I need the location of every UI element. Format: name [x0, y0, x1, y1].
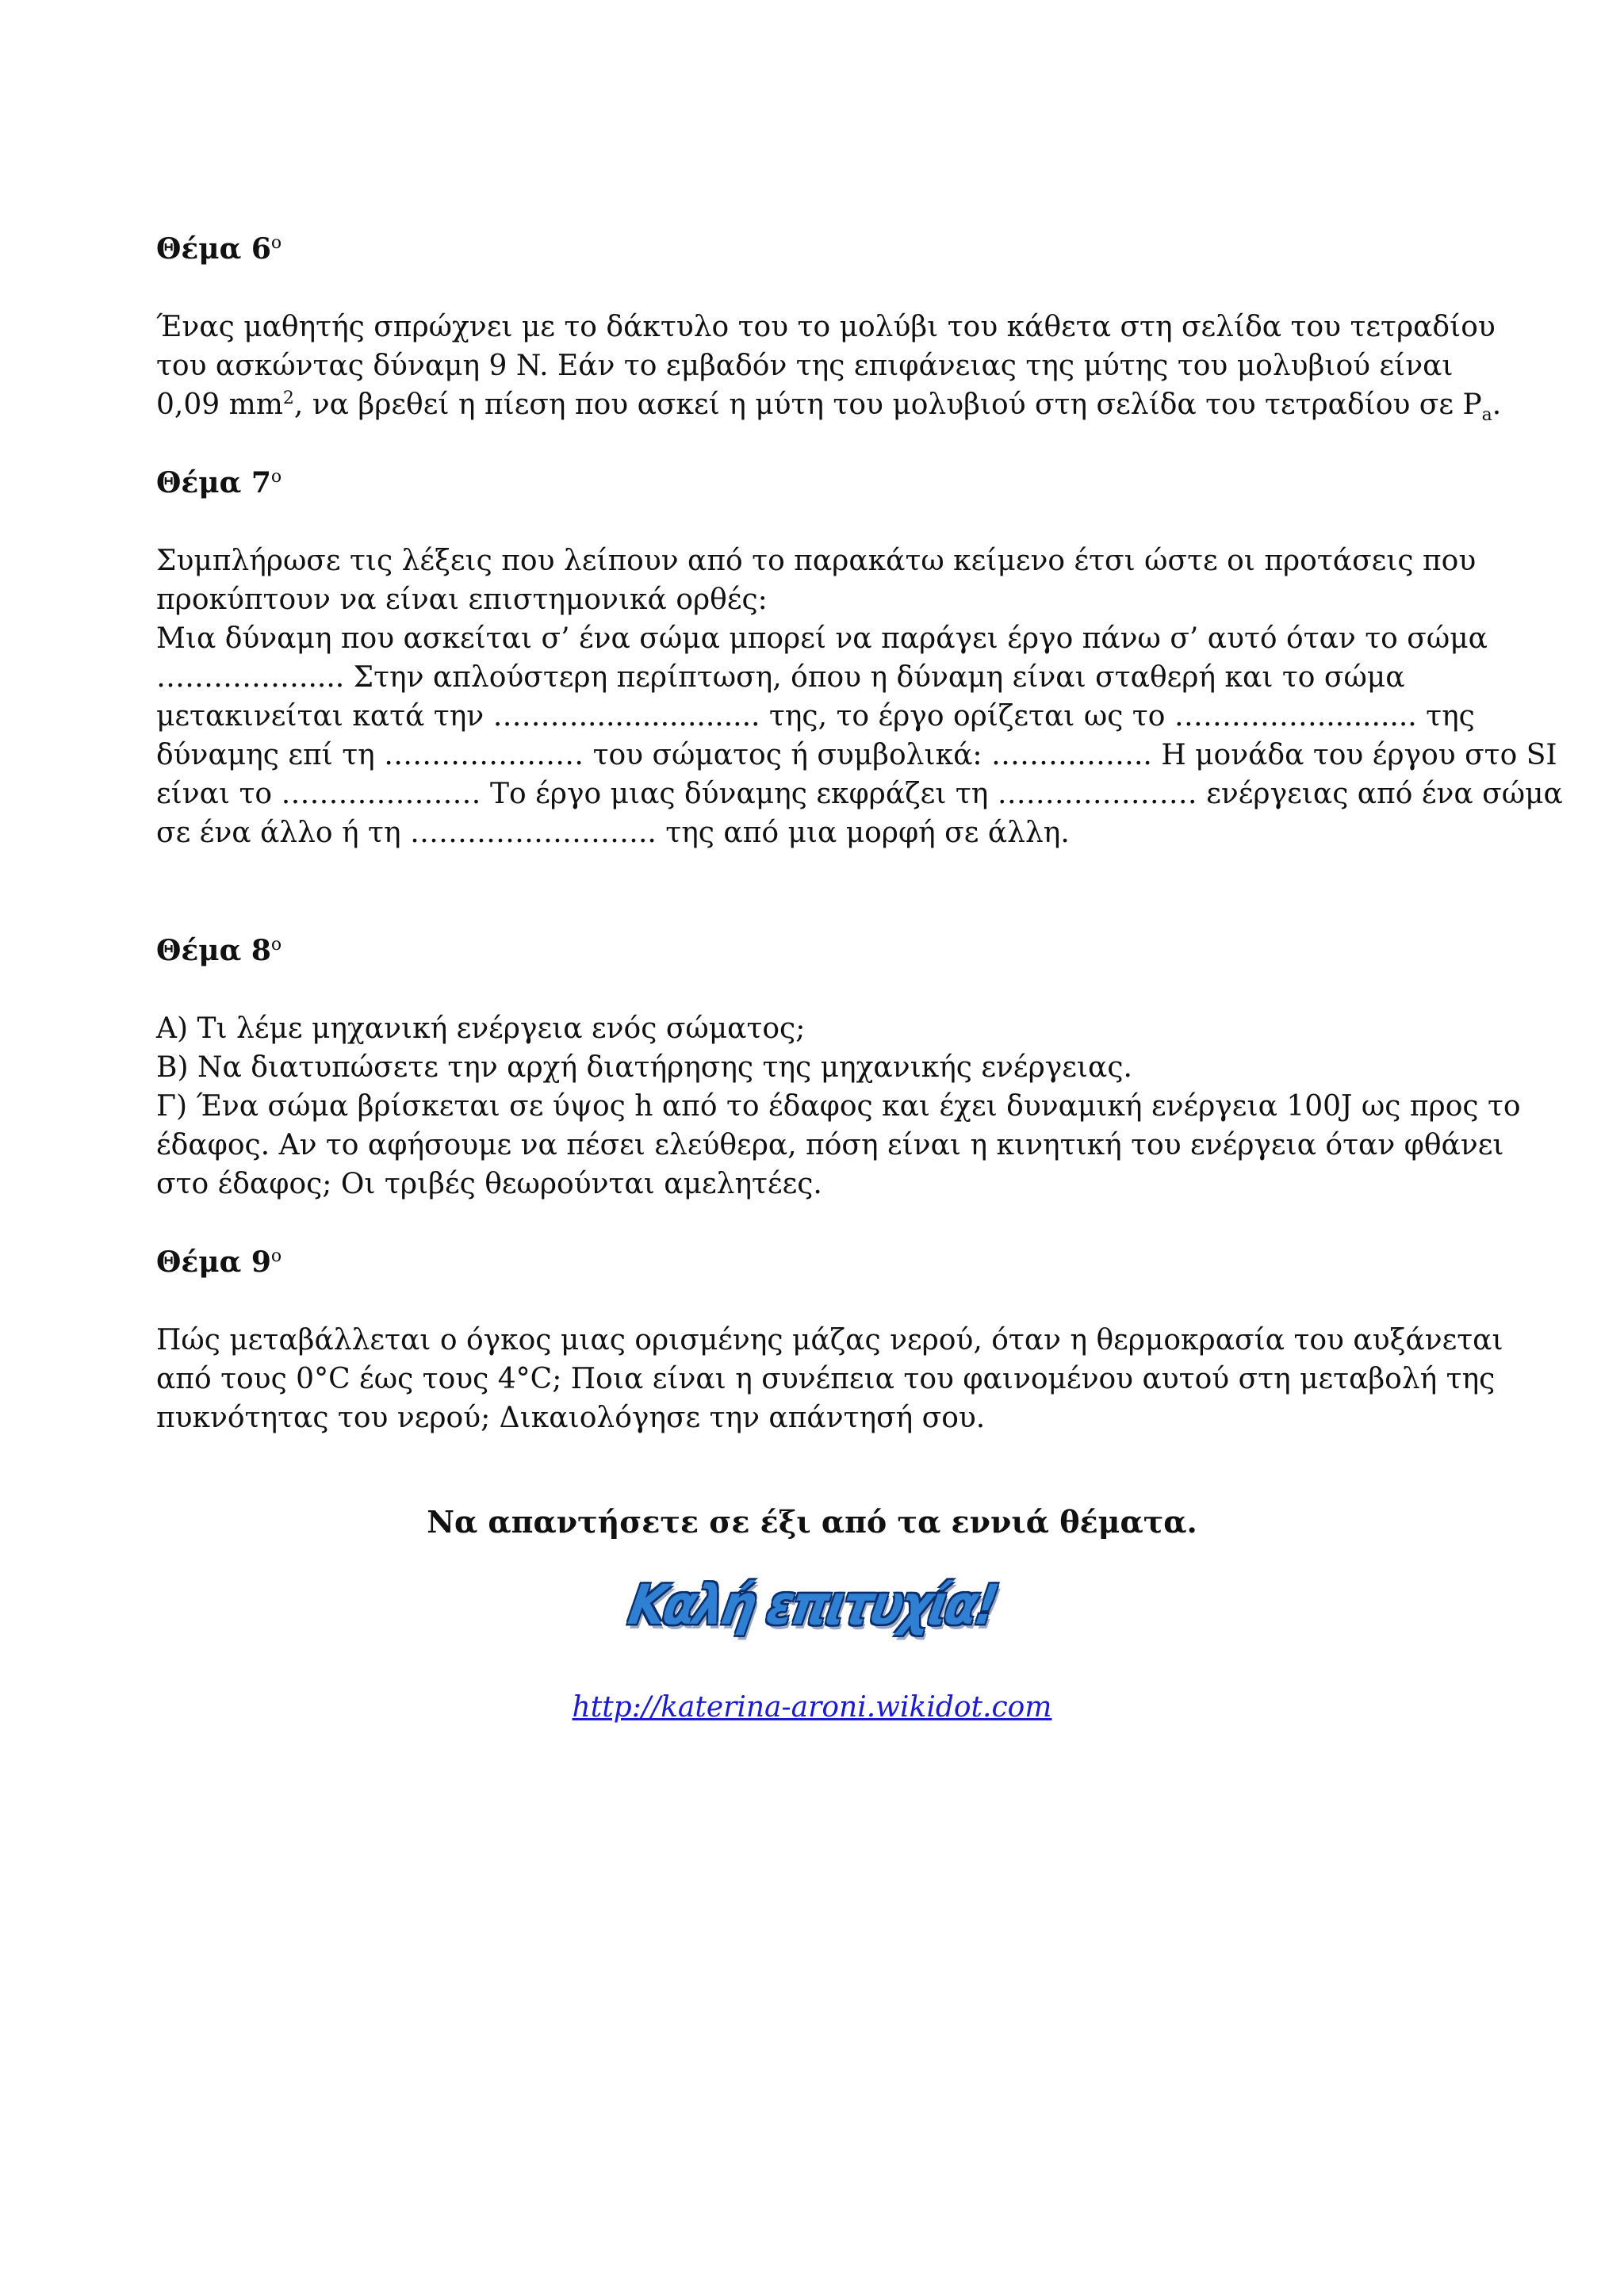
website-link[interactable]: http://katerina-aroni.wikidot.com [572, 1691, 1052, 1724]
topic-8-title: Θέμα $8^o$ [156, 934, 282, 967]
topic-8-body: Α) Τι λέμε μηχανική ενέργεια ενός σώματος; Β) Να διατυπώσετε την αρχή διατήρησης της μηχανικής ενέργειας. Γ) Ένα σώμα βρίσκεται σε ύψος h από το έδαφος και έχει δυναμική ενέργεια 100J ως προς το έδαφος. Αν το αφήσουμε να πέσει ελεύθερα, πόση είναι η κινητική του ενέργεια όταν φθάνει στο έδαφος; Οι τριβές θεωρούνται αμελητέες. [156, 1012, 1521, 1200]
topic-6-title: Θέμα $6^o$ [156, 232, 282, 266]
topic-9-body: Πώς μεταβάλλεται ο όγκος μιας ορισμένης μάζας νερού, όταν η θερμοκρασία του αυξάνεται από τους 0°C έως τους 4°C; Ποια είναι η συνέπεια του φαινομένου αυτού στη μεταβολή της πυκνότητας του νερού; Δικαιολόγησε την απάντησή σου. [156, 1324, 1503, 1434]
closing-instruction: Να απαντήσετε σε έξι από τα εννιά θέματα. [427, 1504, 1197, 1540]
good-luck-logo [0, 1574, 1624, 1637]
exam-page [156, 230, 1563, 1437]
topic-7-body: Συμπλήρωσε τις λέξεις που λείπουν από το παρακάτω κείμενο έτσι ώστε οι προτάσεις που προκύπτουν να είναι επιστημονικά ορθές: Μια δύναμη που ασκείται σ’ ένα σώμα μπορεί να παράγει έργο πάνω σ’ αυτό όταν το σώμα ……………..... Στην απλούστερη περίπτωση, όπου η δύναμη είναι σταθερή και το σώμα μετακινείται κατά την ……….................... της, το έργο ορίζεται ως το ……………........... της δύναμης επί τη ………………… του σώματος ή συμβολικά: …………….. Η μονάδα του έργου στο SI είναι το ………………… Το έργο μιας δύναμης εκφράζει τη ………………… ενέργειας από ένα σώμα σε ένα άλλο ή τη …………………….. της από μια μορφή σε άλλη. [156, 545, 1563, 849]
topic-6-body: Ένας μαθητής σπρώχνει με το δάκτυλο του το μολύβι του κάθετα στη σελίδα του τετραδίου του ασκώντας δύναμη 9 N. Εάν το εμβαδόν της επιφάνειας της μύτης του μολυβιού είναι 0,09 $mm^2$, να βρεθεί η πίεση που ασκεί η μύτη του μολυβιού στη σελίδα του τετραδίου σε $P_a$. [156, 311, 1502, 426]
topic-7-title: Θέμα $7^o$ [156, 466, 282, 499]
topic-9-title: Θέμα $9^o$ [156, 1246, 282, 1279]
good-luck-wordart: Καλή επιτυχία! [623, 1573, 1001, 1638]
